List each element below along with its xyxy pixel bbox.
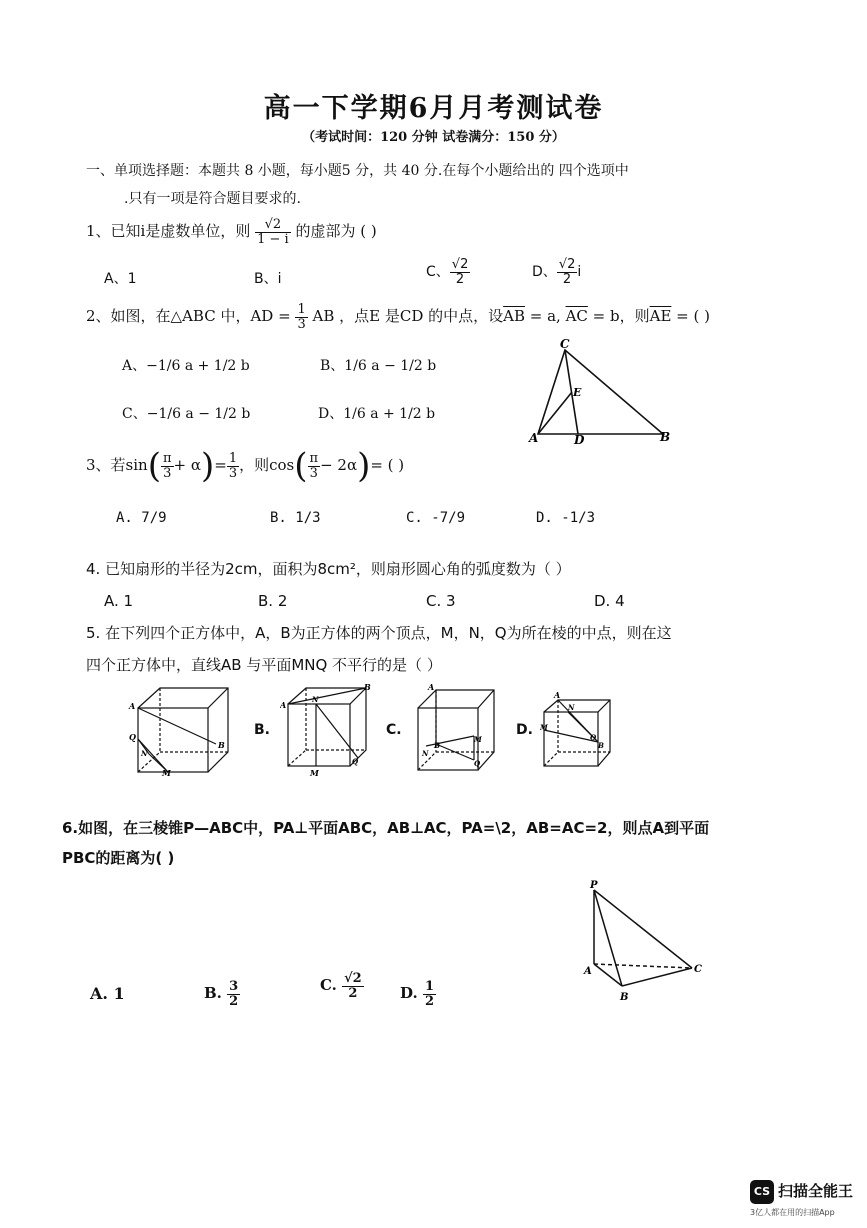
q3-frac3-num: π	[309, 450, 319, 466]
q6-option-c-den: 2	[348, 985, 358, 1001]
q3-option-d: D. -1/3	[536, 510, 596, 526]
q6-option-d-den: 2	[424, 993, 434, 1009]
point-p-label: P	[590, 880, 598, 891]
q6-option-b	[204, 980, 240, 1008]
q3-stem-d: ，则cos	[239, 456, 295, 474]
q2-triangle-figure	[525, 338, 675, 448]
q5-option-b-label: B.	[254, 722, 270, 738]
question-1-stem	[86, 218, 377, 246]
q3-frac2-num: 1	[228, 450, 238, 466]
cube4-point-n: N	[568, 703, 575, 712]
point-b-label: B	[660, 430, 671, 444]
cube2-point-a: A	[280, 700, 287, 710]
q2-stem-d: = b，则	[587, 307, 650, 326]
q6-option-d	[400, 980, 436, 1008]
question-5-line2: 四个正方体中，直线AB 与平面MNQ 不平行的是（ ）	[86, 656, 442, 674]
q6-option-b-num: 3	[229, 979, 239, 994]
cube3-point-m: M	[474, 735, 482, 744]
q3-stem-b: + α	[173, 456, 201, 474]
q6-option-d-label: D.	[400, 984, 418, 1003]
q1-option-d	[532, 258, 581, 286]
q3-frac1-den: 3	[163, 465, 172, 481]
segment-ae	[538, 392, 572, 434]
q3-frac1-num: π	[162, 450, 172, 466]
scanner-logo-icon: CS	[750, 1180, 774, 1204]
q3-stem-c: =	[214, 456, 227, 474]
scanner-tagline: 3亿人都在用的扫描App	[750, 1208, 835, 1217]
q6-pyramid-figure	[580, 878, 710, 1008]
cube1-point-m: M	[162, 768, 171, 776]
q3-option-b: B. 1/3	[270, 510, 321, 526]
q1-option-d-den: 2	[562, 271, 572, 287]
cube2-point-b: B	[364, 684, 371, 692]
point-a-label: A	[584, 966, 592, 977]
scanner-app-name: 扫描全能王	[778, 1182, 854, 1200]
cube4-point-b: B	[598, 741, 604, 750]
q2-vector-ab: $\overline{AB}$	[503, 307, 525, 326]
q1-prefix: 1、已知i是虚数单位，则	[86, 222, 251, 241]
q2-stem-b: AB ，点E 是CD 的中点，设	[312, 307, 504, 326]
q3-option-a: A. 7/9	[116, 510, 167, 526]
q1-option-d-num: √2	[558, 257, 576, 272]
q2-vector-ae: $\overline{AE}$	[649, 307, 672, 326]
q5-cube-option-a	[128, 684, 232, 776]
q5-cube-option-b	[280, 684, 372, 776]
q3-frac3-den: 3	[309, 465, 318, 481]
q6-option-d-num: 1	[424, 979, 434, 994]
q1-option-c-num: √2	[451, 257, 469, 272]
q1-option-c-label: C、	[426, 264, 450, 281]
cube1-point-n: N	[141, 749, 148, 758]
point-a-label: A	[529, 431, 539, 445]
q4-option-a: A. 1	[104, 592, 134, 610]
q2-option-d: D、1/6 a + 1/2 b	[318, 406, 436, 422]
q5-cube-option-c	[408, 684, 500, 776]
q2-stem-e: = ( )	[671, 307, 710, 326]
cube1-point-b: B	[218, 740, 225, 750]
q3-option-c: C. -7/9	[406, 510, 466, 526]
cube3-point-q: Q	[474, 759, 481, 768]
q1-suffix: 的虚部为 ( )	[295, 222, 377, 241]
cube1-point-q: Q	[129, 732, 136, 742]
q2-stem-a: 2、如图，在△ABC 中，AD =	[86, 307, 291, 326]
q3-stem-f: = ( )	[370, 456, 405, 474]
point-c-label: C	[694, 964, 702, 975]
cube3-point-n: N	[422, 749, 429, 758]
q1-option-a: A、1	[104, 271, 137, 287]
q1-option-d-label: D、	[532, 264, 557, 281]
q1-option-d-suffix: i	[577, 264, 582, 281]
question-6-line2: PBC的距离为( )	[62, 849, 175, 867]
q1-option-b: B、i	[254, 271, 282, 287]
q2-stem-c: = a,	[524, 307, 566, 326]
q4-option-d: D. 4	[594, 592, 625, 610]
q2-option-c: C、−1/6 a − 1/2 b	[122, 406, 251, 422]
q2-option-b: B、1/6 a − 1/2 b	[320, 358, 437, 374]
exam-info: （考试时间：120 分钟 试卷满分：150 分）	[302, 130, 565, 145]
point-c-label: C	[560, 338, 570, 351]
q6-option-c-label: C.	[320, 976, 337, 995]
scanner-watermark	[750, 1178, 860, 1222]
q6-option-a: A. 1	[90, 984, 125, 1003]
cube2-point-q: Q	[352, 757, 359, 766]
q3-frac2-den: 3	[228, 465, 238, 481]
question-5-line1: 5. 在下列四个正方体中，A，B为正方体的两个顶点，M，N，Q为所在棱的中点，则在这	[86, 624, 672, 642]
q6-option-b-label: B.	[204, 984, 222, 1003]
cube2-point-m: M	[310, 768, 319, 776]
q4-option-c: C. 3	[426, 592, 456, 610]
q2-frac-num: 1	[297, 302, 306, 317]
section-instructions-line2: .只有一项是符合题目要求的.	[124, 191, 301, 207]
cube2-point-n: N	[312, 695, 319, 704]
point-e-label: E	[573, 386, 582, 399]
q5-option-c-label: C.	[386, 722, 402, 738]
q6-option-c	[320, 972, 364, 1000]
cube3-point-b: B	[434, 741, 440, 750]
q3-stem-a: 3、若sin	[86, 456, 148, 474]
q2-frac-den: 3	[297, 316, 306, 332]
q6-option-c-num: √2	[344, 971, 362, 986]
q2-vector-ac: $\overline{AC}$	[565, 307, 588, 326]
cube3-point-a: A	[428, 684, 435, 692]
q1-frac-den: 1 − i	[257, 231, 289, 247]
point-b-label: B	[620, 992, 629, 1003]
q5-cube-option-d	[540, 690, 616, 772]
cube4-point-m: M	[540, 723, 548, 732]
q1-frac-num: √2	[255, 218, 291, 233]
question-4-stem: 4. 已知扇形的半径为2cm，面积为8cm²，则扇形圆心角的弧度数为（ ）	[86, 560, 571, 578]
q1-option-c	[426, 258, 470, 286]
question-6-line1: 6.如图，在三棱锥P—ABC中，PA⊥平面ABC，AB⊥AC，PA=\2，AB=AC=2，则点A到平面	[62, 819, 710, 837]
point-d-label: D	[574, 433, 585, 447]
q4-option-b: B. 2	[258, 592, 288, 610]
triangle-abc	[538, 350, 663, 434]
q2-option-a: A、−1/6 a + 1/2 b	[122, 358, 250, 374]
question-3-stem: 3、若sin( $\frac{\pi}{3}$ + α)= $\frac{1}{3}$ ，则cos( $\frac{\pi}{3}$ − 2α)= ( )	[86, 446, 405, 486]
page-title: 高一下学期6月月考测试卷	[263, 93, 604, 124]
q1-option-c-den: 2	[455, 271, 465, 287]
q1-fraction	[255, 218, 291, 246]
cube1-point-a: A	[129, 701, 136, 711]
question-2-stem	[86, 303, 710, 331]
q5-option-d-label: D.	[516, 722, 533, 738]
q3-stem-e: − 2α	[320, 456, 358, 474]
q6-option-b-den: 2	[229, 993, 239, 1009]
cube4-point-a: A	[554, 690, 561, 700]
cube4-point-q: Q	[590, 733, 597, 742]
section-instructions-line1: 一、单项选择题：本题共 8 小题，每小题5 分，共 40 分.在每个小题给出的 四个选项中	[86, 163, 629, 179]
